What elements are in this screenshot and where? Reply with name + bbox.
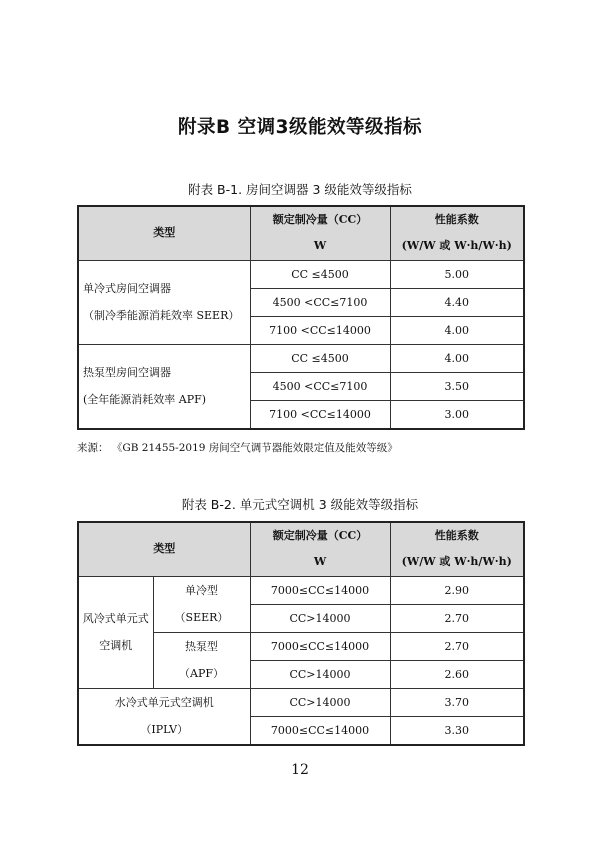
table-row <box>78 344 524 372</box>
value-cell: 2.70 <box>390 604 524 632</box>
header-coef-unit: (W/W 或 W·h/W·h) <box>401 239 512 253</box>
header-type: 类型 <box>78 206 250 260</box>
group-cooling-only: 单冷式房间空调器 （制冷季能源消耗效率 SEER） <box>78 260 250 344</box>
header-capacity-unit: W <box>313 555 327 569</box>
value-cell: 4.00 <box>390 316 524 344</box>
group-heat-pump: 热泵型房间空调器 (全年能源消耗效率 APF) <box>78 344 250 429</box>
header-capacity <box>250 206 390 260</box>
capacity-cell: CC>14000 <box>250 660 390 688</box>
value-cell: 3.00 <box>390 400 524 429</box>
page-number: 12 <box>291 762 309 778</box>
page-title: 附录B 空调3级能效等级指标 <box>178 117 422 138</box>
group-water-cooled: 水冷式单元式空调机 （IPLV） <box>78 688 250 745</box>
table1 <box>77 205 525 430</box>
table-row <box>78 260 524 288</box>
header-coef-label: 性能系数 <box>434 213 479 227</box>
capacity-cell: 7100 <CC≤14000 <box>250 316 390 344</box>
value-cell: 3.70 <box>390 688 524 716</box>
header-capacity-label: 额定制冷量（CC） <box>272 213 368 227</box>
capacity-cell: 4500 <CC≤7100 <box>250 288 390 316</box>
value-cell: 2.70 <box>390 632 524 660</box>
value-cell: 2.60 <box>390 660 524 688</box>
header-coefficient <box>390 522 524 576</box>
capacity-cell: 7000≤CC≤14000 <box>250 716 390 745</box>
capacity-cell: CC ≤4500 <box>250 344 390 372</box>
value-cell: 2.90 <box>390 576 524 604</box>
table2 <box>77 521 525 746</box>
subgroup-cooling-only: 单冷型 （SEER） <box>153 576 250 632</box>
table-row <box>78 688 524 716</box>
table2-caption: 附表 B-2. 单元式空调机 3 级能效等级指标 <box>181 497 419 512</box>
header-capacity-label: 额定制冷量（CC） <box>272 529 368 543</box>
header-capacity <box>250 522 390 576</box>
header-coef-unit: (W/W 或 W·h/W·h) <box>401 555 512 569</box>
header-type: 类型 <box>78 522 250 576</box>
value-cell: 3.50 <box>390 372 524 400</box>
capacity-cell: 7000≤CC≤14000 <box>250 632 390 660</box>
capacity-cell: CC ≤4500 <box>250 260 390 288</box>
value-cell: 5.00 <box>390 260 524 288</box>
capacity-cell: CC>14000 <box>250 688 390 716</box>
value-cell: 3.30 <box>390 716 524 745</box>
table-row <box>78 576 524 604</box>
group-air-cooled: 风冷式单元式 空调机 <box>78 576 153 688</box>
table1-caption: 附表 B-1. 房间空调器 3 级能效等级指标 <box>188 182 412 197</box>
value-cell: 4.40 <box>390 288 524 316</box>
capacity-cell: 7000≤CC≤14000 <box>250 576 390 604</box>
table1-source: 来源： 《GB 21455-2019 房间空气调节器能效限定值及能效等级》 <box>77 442 398 454</box>
header-capacity-unit: W <box>313 239 327 253</box>
value-cell: 4.00 <box>390 344 524 372</box>
capacity-cell: CC>14000 <box>250 604 390 632</box>
capacity-cell: 7100 <CC≤14000 <box>250 400 390 429</box>
capacity-cell: 4500 <CC≤7100 <box>250 372 390 400</box>
subgroup-heat-pump: 热泵型 （APF） <box>153 632 250 688</box>
header-coef-label: 性能系数 <box>434 529 479 543</box>
header-coefficient <box>390 206 524 260</box>
